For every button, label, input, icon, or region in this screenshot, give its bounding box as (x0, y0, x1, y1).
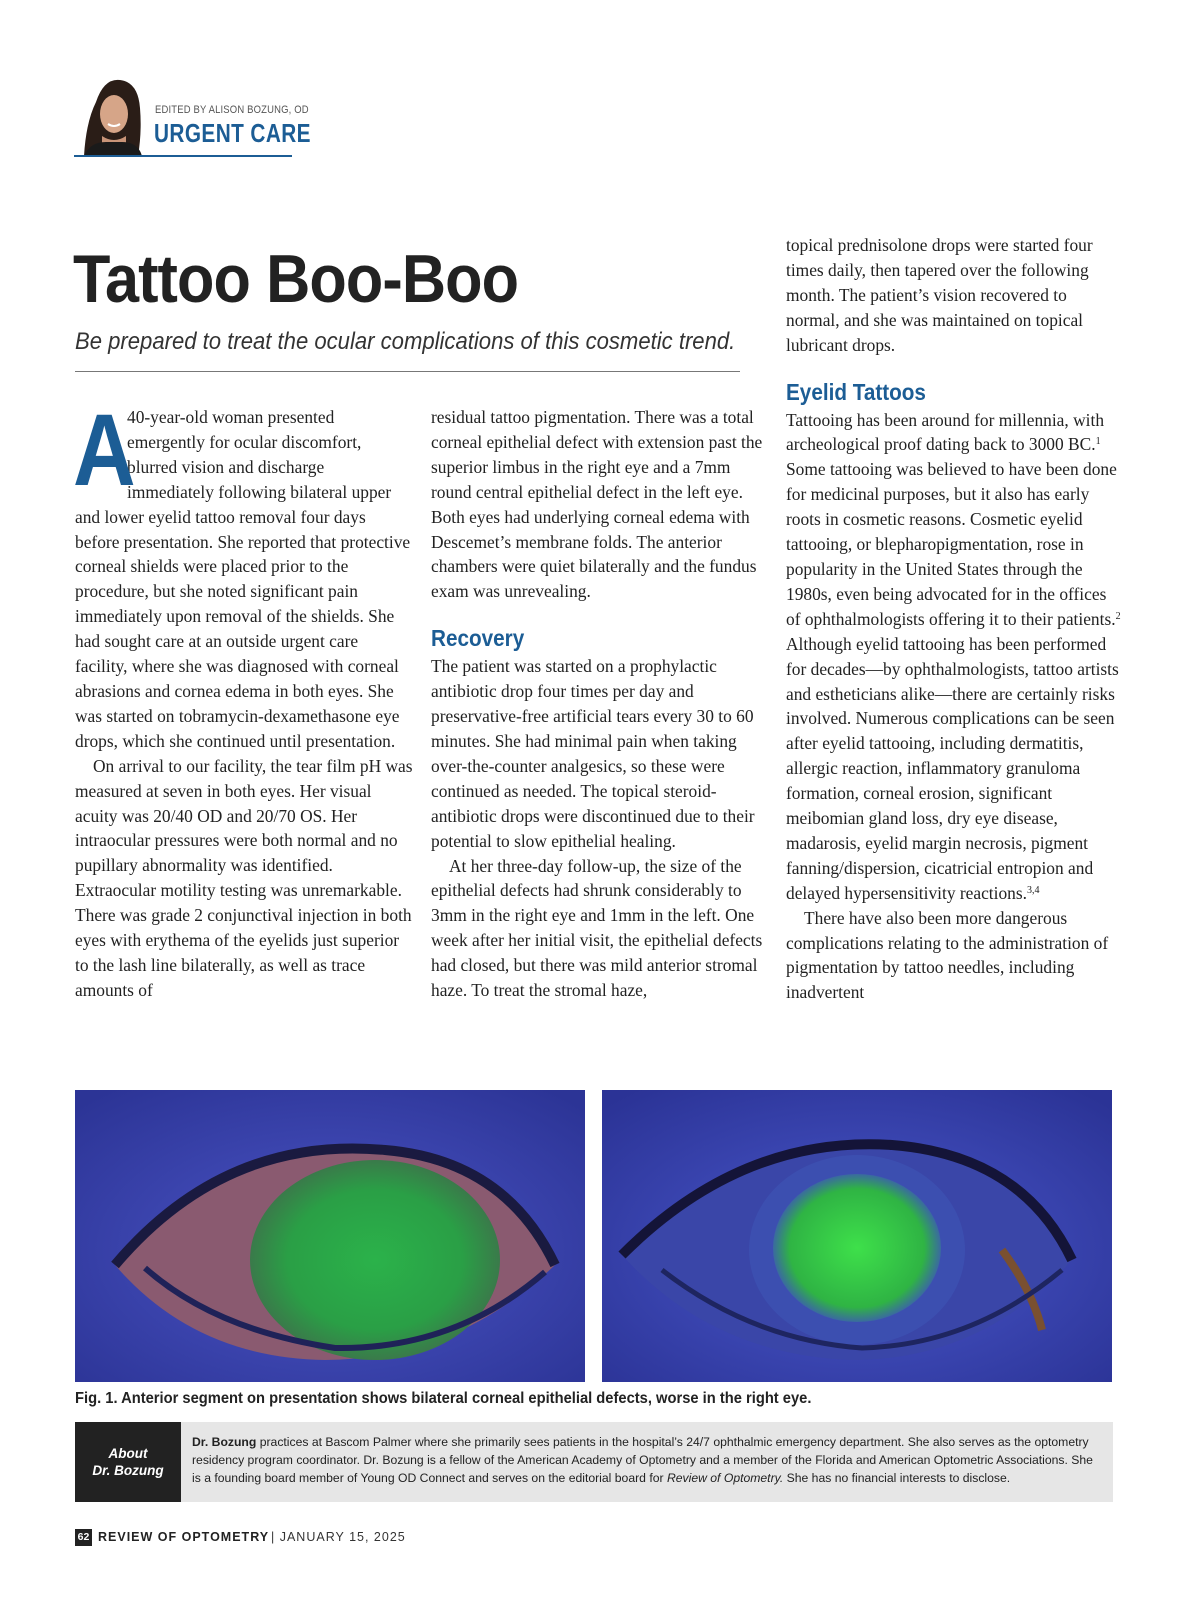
publication-name: REVIEW OF OPTOMETRY (98, 1530, 270, 1544)
column-2 (431, 405, 769, 1003)
about-text-part: She has no financial interests to disclose. (783, 1471, 1011, 1485)
article-title: Tattoo Boo-Boo (73, 241, 519, 317)
paragraph (786, 408, 1124, 906)
about-label (75, 1422, 181, 1502)
header-rule (74, 155, 292, 157)
issue-date: | JANUARY 15, 2025 (271, 1530, 406, 1544)
about-label-line2: Dr. Bozung (92, 1463, 164, 1478)
column-1 (73, 393, 413, 1003)
paragraph-text: Some tattooing was believed to have been done for medicinal purposes, but it also has early roots in cosmetic reasons. Cosmetic eyelid tattooing, or blepharopigmentation, rose in popularity in the United States through the 1980s, even being advocated for in the offices of ophthalmologists offering it to their patients. (786, 459, 1117, 629)
about-label-line1: About (108, 1446, 148, 1461)
figure-photo-right-eye (75, 1090, 585, 1382)
paragraph: On arrival to our facility, the tear film pH was measured at seven in both eyes. Her visual acuity was 20/40 OD and 20/70 OS. Her intraocular pressures were both normal and no pupillary abnormality was identified. Extraocular motility testing was unremarkable. There was grade 2 conjunctival injection in both eyes with erythema of the eyelids just superior to the lash line bilaterally, as well as trace amounts of (75, 755, 413, 1000)
section-name: URGENT CARE (154, 118, 311, 148)
paragraph (73, 393, 413, 754)
article-subtitle: Be prepared to treat the ocular complications of this cosmetic trend. (75, 328, 736, 355)
drop-cap: A (73, 393, 136, 507)
column-3 (786, 233, 1124, 1005)
paragraph: residual tattoo pigmentation. There was a total corneal epithelial defect with extension past the superior limbus in the right eye and a 7mm round central epithelial defect in the left eye. Both eyes had underlying corneal edema with Descemet’s membrane folds. The anterior chambers were quiet bilaterally and the fundus exam was unrevealing. (431, 407, 763, 602)
paragraph: There have also been more dangerous complications relating to the administration of pigmentation by tattoo needles, including inadvertent (786, 907, 1109, 1003)
reference: 3,4 (1026, 884, 1040, 896)
paragraph-text: Tattooing has been around for millennia, with archeological proof dating back to 3000 BC. (786, 409, 1105, 455)
page-number: 62 (75, 1529, 92, 1546)
paragraph: topical prednisolone drops were started four times daily, then tapered over the following month. The patient’s vision recovered to normal, and she was maintained on topical lubricant drops. (786, 235, 1093, 355)
edited-by: EDITED BY ALISON BOZUNG, OD (155, 104, 309, 116)
reference: 1 (1095, 436, 1101, 448)
editor-portrait (76, 72, 148, 156)
author-name: Dr. Bozung (192, 1435, 257, 1449)
about-text (192, 1433, 1097, 1487)
figure-caption: Fig. 1. Anterior segment on presentation shows bilateral corneal epithelial defects, worse in the right eye. (75, 1390, 812, 1407)
title-rule (75, 371, 740, 372)
about-text-part: practices at Bascom Palmer where she primarily sees patients in the hospital’s 24/7 ophthalmic emergency department. She also serves as the optometry residency program coordinator. Dr. Bozung is a fellow of the American Academy of Optometry and a member of the Florida and American Optometric Associations. She is a founding board member of Young OD Connect and serves on the editorial board for (192, 1435, 1093, 1485)
paragraph: The patient was started on a prophylactic antibiotic drop four times per day and preservative-free artificial tears every 30 to 60 minutes. She had minimal pain when taking over-the-counter analgesics, so these were continued as needed. The topical steroid-antibiotic drops were discontinued due to their potential to slow epithelial healing. (431, 656, 755, 851)
figure-photo-left-eye (602, 1090, 1112, 1382)
subhead-recovery: Recovery (431, 625, 525, 652)
paragraph: At her three-day follow-up, the size of the epithelial defects had shrunk considerably to 3mm in the right eye and 1mm in the left. One week after her initial visit, the epithelial defects had closed, but there was mild anterior stromal haze. To treat the stromal haze, (431, 855, 763, 1001)
reference: 2 (1115, 610, 1121, 622)
subhead-eyelid-tattoos: Eyelid Tattoos (786, 378, 926, 405)
journal-name: Review of Optometry. (666, 1471, 784, 1485)
paragraph-text: 40-year-old woman presented emergently for ocular discomfort, blurred vision and discharge immediately following bilateral upper and lower eyelid tattoo removal four days before presentation. She reported that protective corneal shields were placed prior to the procedure, but she noted significant pain immediately upon removal of the shields. She had sought care at an outside urgent care facility, where she was diagnosed with corneal abrasions and cornea edema in both eyes. She was started on tobramycin-dexamethasone eye drops, which she continued until presentation. (75, 407, 411, 751)
paragraph-text: Although eyelid tattooing has been performed for decades—by ophthalmologists, tattoo artists and estheticians alike—there are certainly risks involved. Numerous complications can be seen after eyelid tattooing, including dermatitis, allergic reaction, inflammatory granuloma formation, corneal erosion, significant meibomian gland loss, dry eye disease, madarosis, eyelid margin necrosis, pigment fanning/dispersion, cicatricial entropion and delayed hypersensitivity reactions. (786, 633, 1119, 903)
